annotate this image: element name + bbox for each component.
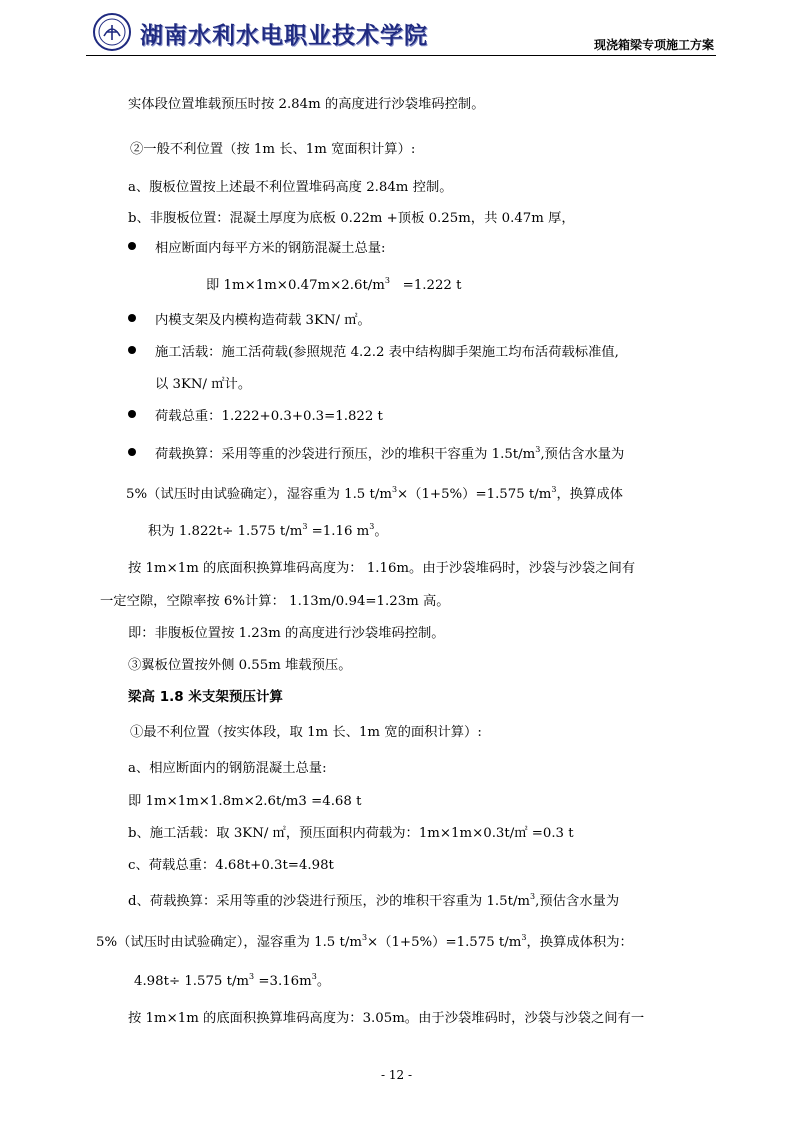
- page-number: - 12 -: [380, 1068, 412, 1082]
- text-part: ，换算成体: [556, 487, 623, 502]
- text-part: ×（1+5%）=1.575 t/m: [367, 935, 522, 950]
- text-part: =3.16m: [258, 974, 312, 989]
- bullet-text: 内模支架及内模构造荷载 3KN/ ㎡。: [155, 313, 371, 328]
- subheading-general-position: ②一般不利位置（按 1m 长、1m 宽面积计算）:: [130, 142, 416, 157]
- text-part: 荷载换算：采用等重的沙袋进行预压，沙的堆积干容重为 1.5t/m: [155, 447, 536, 462]
- paragraph-line: [126, 483, 623, 502]
- formula-result: =1.222 t: [402, 278, 462, 293]
- paragraph-line: b、非腹板位置：混凝土厚度为底板 0.22m +顶板 0.25m，共 0.47m 厚，: [128, 211, 575, 226]
- bullet-text: [155, 443, 624, 462]
- paragraph-line: 实体段位置堆载预压时按 2.84m 的高度进行沙袋堆码控制。: [128, 97, 485, 112]
- superscript: 3: [361, 933, 368, 942]
- school-seal-icon: [92, 12, 132, 52]
- text-part: ,预估含水量为: [540, 447, 625, 462]
- paragraph-line: 按 1m×1m 的底面积换算堆码高度为：3.05m。由于沙袋堆码时，沙袋与沙袋之间有一: [128, 1011, 645, 1026]
- paragraph-line: c、荷载总重：4.68t+0.3t=4.98t: [128, 858, 334, 873]
- bullet-text: 相应断面内每平方米的钢筋混凝土总量:: [155, 241, 386, 256]
- paragraph-line: 一定空隙，空隙率按 6%计算： 1.13m/0.94=1.23m 高。: [100, 594, 450, 609]
- superscript: 3: [302, 522, 308, 531]
- paragraph-line: 即：非腹板位置按 1.23m 的高度进行沙袋堆码控制。: [128, 626, 445, 641]
- paragraph-line: [148, 520, 388, 539]
- superscript: 3: [311, 972, 317, 981]
- school-name-logo: 湖南水利水电职业技术学院: [140, 23, 428, 49]
- text-part: 积为 1.822t÷ 1.575 t/m: [148, 524, 303, 539]
- bullet-icon: [128, 410, 136, 418]
- text-part: 。: [316, 974, 331, 989]
- superscript: 3: [249, 972, 255, 981]
- superscript: 3: [391, 485, 398, 494]
- header-rule: [86, 55, 716, 56]
- text-part: 4.98t÷ 1.575 t/m: [134, 974, 250, 989]
- superscript: 3: [384, 276, 390, 285]
- superscript: 3: [521, 933, 527, 942]
- bullet-text: 荷载总重：1.222+0.3+0.3=1.822 t: [155, 409, 383, 424]
- superscript: 3: [535, 445, 541, 454]
- text-part: 。: [374, 524, 388, 539]
- superscript: 3: [369, 522, 375, 531]
- paragraph-line: [134, 970, 330, 989]
- superscript: 3: [551, 485, 557, 494]
- paragraph-line: ③翼板位置按外侧 0.55m 堆载预压。: [128, 658, 352, 673]
- paragraph-line: a、腹板位置按上述最不利位置堆码高度 2.84m 控制。: [128, 180, 453, 195]
- text-part: =1.16 m: [311, 524, 370, 539]
- document-title: 现浇箱梁专项施工方案: [593, 38, 714, 52]
- section-heading: 梁高 1.8 米支架预压计算: [128, 689, 283, 705]
- text-part: ，换算成体积为：: [526, 935, 633, 950]
- bullet-icon: [128, 346, 136, 354]
- paragraph-line: [128, 890, 619, 909]
- bullet-icon: [128, 448, 136, 456]
- bullet-icon: [128, 314, 136, 322]
- page-header: [86, 10, 716, 56]
- bullet-icon: [128, 242, 136, 250]
- paragraph-line: b、施工活载：取 3KN/ ㎡，预压面积内荷载为：1m×1m×0.3t/㎡ =0.3 t: [128, 826, 574, 841]
- paragraph-line: 即 1m×1m×1.8m×2.6t/m3 =4.68 t: [128, 794, 362, 809]
- text-part: ,预估含水量为: [535, 894, 620, 909]
- subheading-worst-position: ①最不利位置（按实体段，取 1m 长、1m 宽的面积计算）:: [130, 725, 482, 740]
- bullet-text: 施工活载：施工活荷载(参照规范 4.2.2 表中结构脚手架施工均布活荷载标准值,: [155, 345, 619, 360]
- superscript: 3: [530, 892, 536, 901]
- formula-text: 即 1m×1m×0.47m×2.6t/m: [206, 278, 385, 293]
- paragraph-line: [96, 931, 633, 950]
- text-part: 5%（试压时由试验确定），湿容重为 1.5 t/m: [96, 935, 362, 950]
- formula-line: [206, 274, 461, 293]
- text-part: ×（1+5%）=1.575 t/m: [397, 487, 552, 502]
- paragraph-line: 按 1m×1m 的底面积换算堆码高度为： 1.16m。由于沙袋堆码时，沙袋与沙袋之间有: [128, 561, 636, 576]
- bullet-text-cont: 以 3KN/ ㎡计。: [155, 377, 252, 392]
- paragraph-line: a、相应断面内的钢筋混凝土总量:: [128, 761, 327, 776]
- text-part: d、荷载换算：采用等重的沙袋进行预压，沙的堆积干容重为 1.5t/m: [128, 894, 531, 909]
- text-part: 5%（试压时由试验确定），湿容重为 1.5 t/m: [126, 487, 392, 502]
